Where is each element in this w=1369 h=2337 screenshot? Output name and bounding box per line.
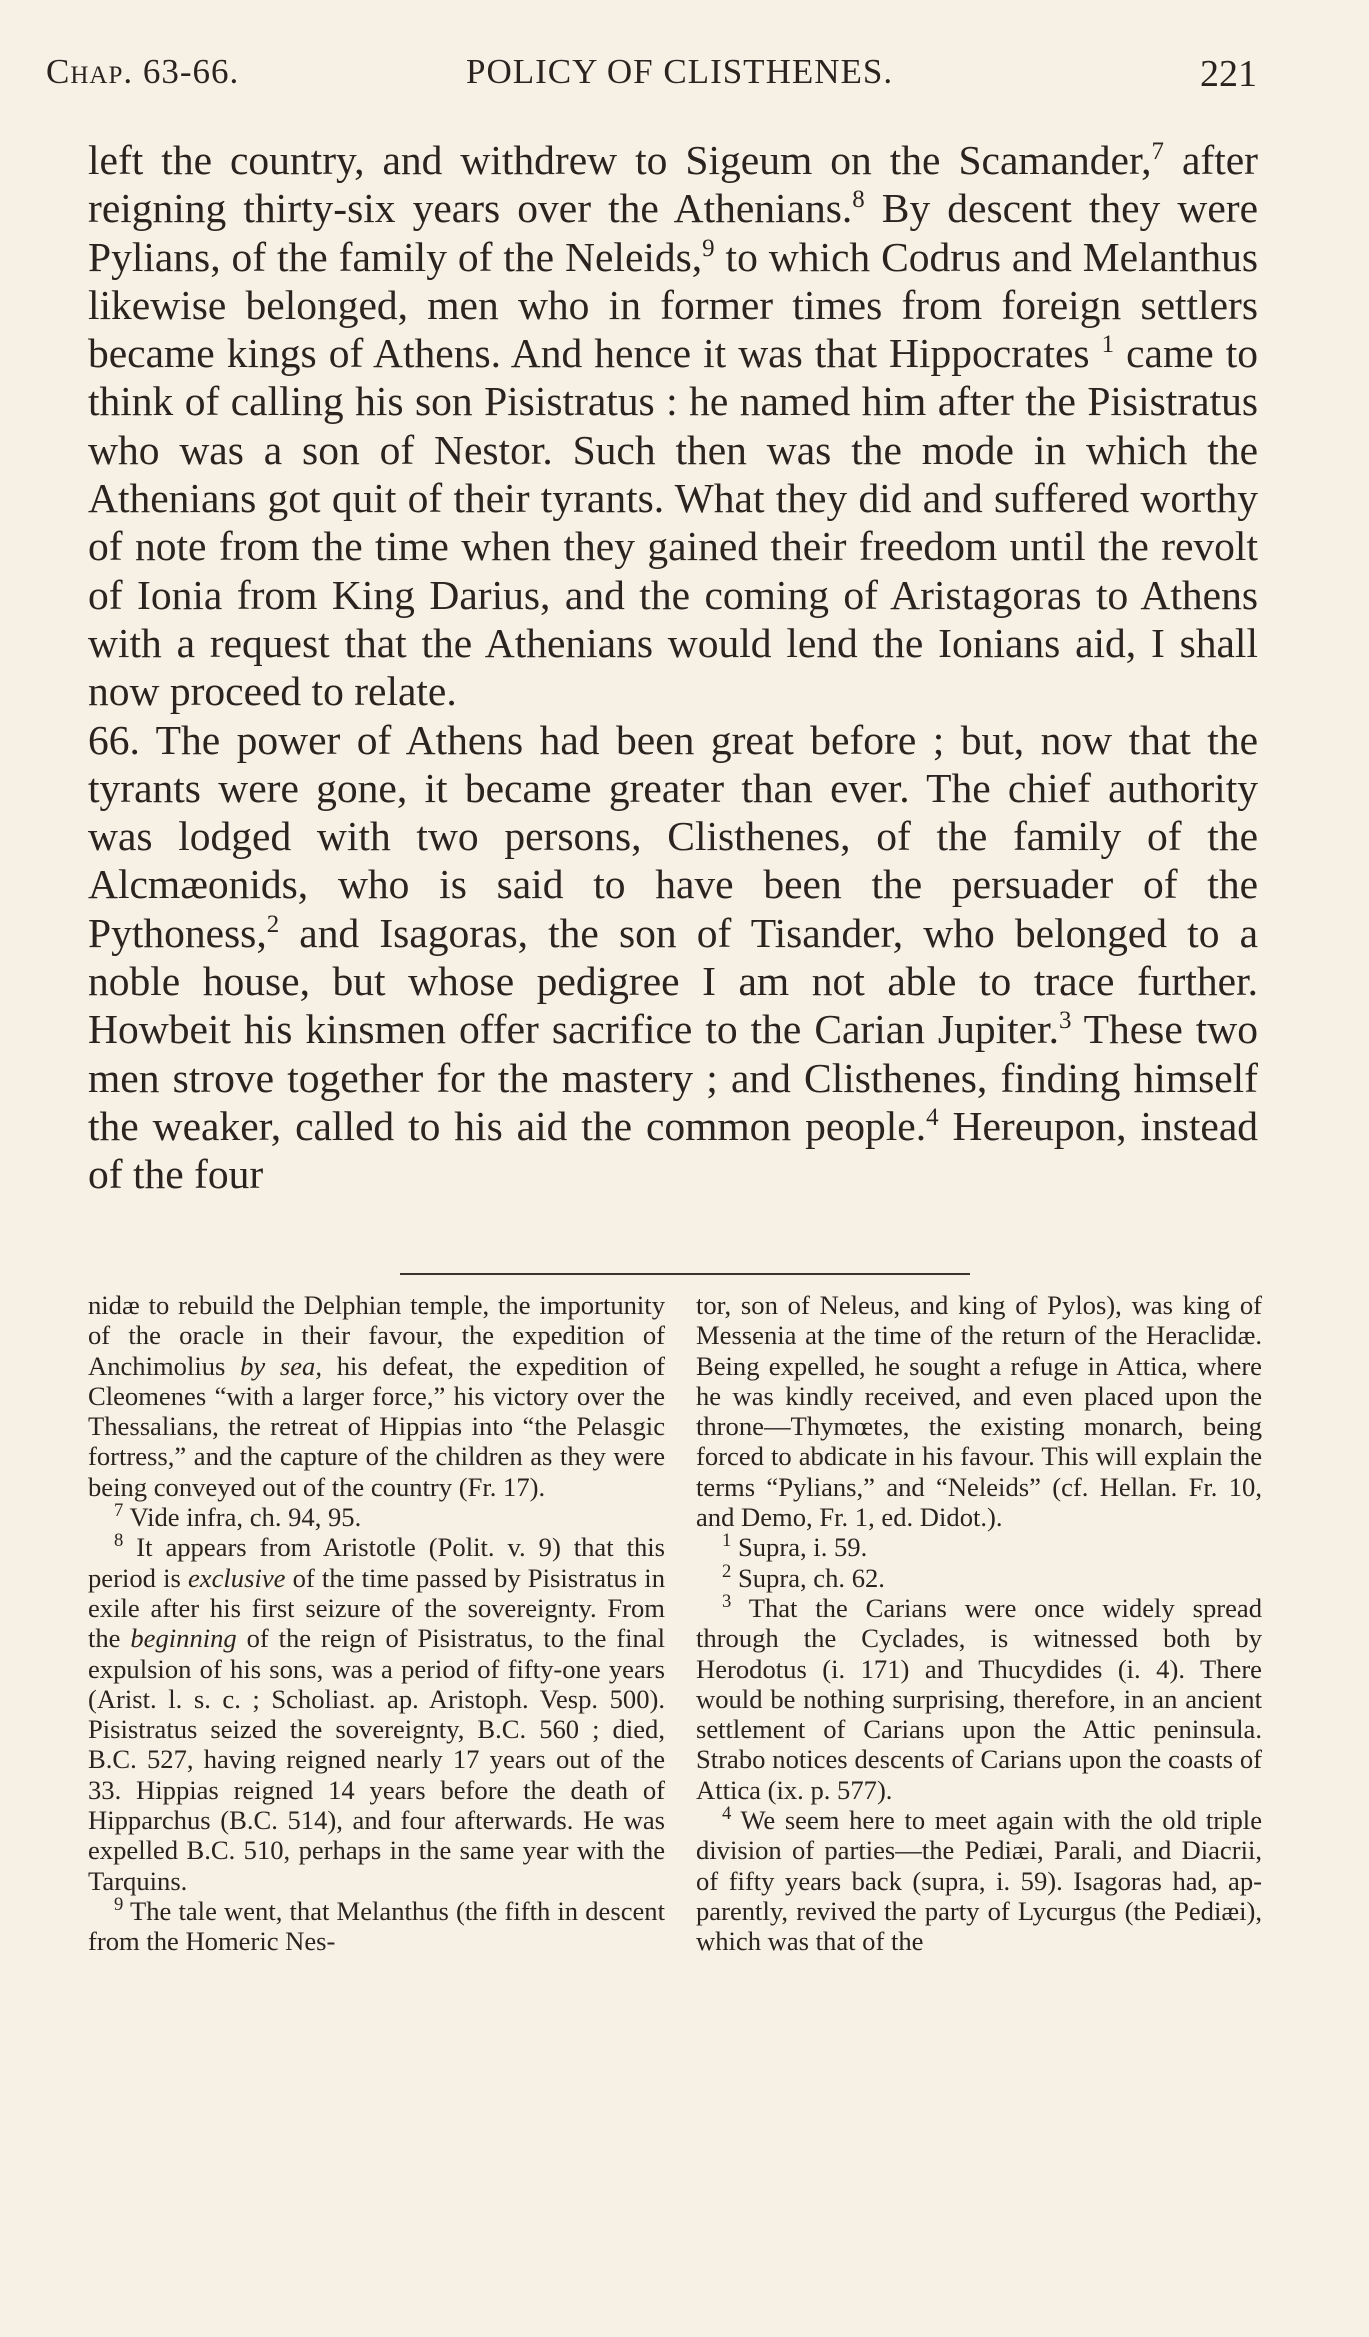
footnotes-left-column [88,1290,665,1957]
page-title: POLICY OF CLISTHENES. [466,52,894,91]
text-run: Supra, i. 59. [731,1532,868,1563]
footnote-ref-2: 2 [266,910,280,938]
text-run: Hereupon, instead of the four [88,1102,1258,1198]
footnote-label: 9 [114,1894,124,1916]
running-header [46,52,1257,102]
footnote-label: 8 [114,1530,124,1552]
footnote-4 [696,1805,1262,1956]
text-run: his defeat, the expedition of Cleomenes “with a larger force,” his victory over the Thessalians, the retreat of Hippias into “the Pelasgic fortress,” and the capture of the children as they were being conveyed out of the country (Fr. 17). [88,1350,665,1502]
text-run: came to think of calling his son Pisistratus : he named him after the Pisistratus who was a son of Nestor. Such then was the mode in which the Athenians got quit of their tyrants. What they did and suffered worthy of note from the time when they gained their freedom until the revolt of Ionia from King Darius, and the coming of Aristagoras to Athens with a request that the Athenians would lend the Ionians aid, I shall now proceed to relate. [88,330,1258,715]
text-run: It appears from Aristotle (Polit. v. 9) that this period is [88,1532,665,1593]
italic-text: beginning [130,1623,237,1654]
text-run: These two men strove together for the mastery ; and Clisthenes, finding himself the weaker, called to his aid the common people. [88,1006,1258,1149]
footnote-ref-3: 3 [1058,1007,1072,1035]
footnote-8 [88,1532,665,1896]
footnotes-right-column [696,1290,1262,1957]
footnote-7 [88,1502,665,1532]
footnote-9 [88,1896,665,1957]
page-number: 221 [1200,53,1257,95]
italic-text: exclusive [188,1562,286,1593]
text-run: That the Carians were once widely spread through the Cyclades, is witnessed both by Herodotus (i. 171) and Thucydides (i. 4). There would be nothing surprising, therefore, in an ancient settlement of Carians upon the Attic peninsula. Strabo notices descents of Carians upon the coasts of Attica (ix. p. 577). [696,1592,1262,1805]
footnote-label: 3 [722,1591,732,1613]
footnote-ref-9: 9 [702,234,715,262]
italic-text: by sea, [240,1350,322,1381]
footnote-continuation: tor, son of Neleus, and king of Pylos), was king of Messenia at the time of the return of the Heraclidæ. Being expelled, he sought a refuge in Attica, where he was kindly received, and even placed upon the throne—Thymœtes, the existing monarch, being forced to abdicate in his favour. This will explain the terms “Pylians,” and “Neleids” (cf. Hellan. Fr. 10, and Demo, Fr. 1, ed. Didot.). [696,1290,1262,1533]
footnote-label: 4 [722,1803,732,1825]
footnote-ref-8: 8 [852,186,865,214]
text-run: after reigning thirty-six years over the Athenians. [88,137,1258,232]
text-run: of the reign of Pisistratus, to the final expulsion of his sons, was a period of fifty-one years (Arist. l. s. c. ; Scholiast. ap. Aristoph. Vesp. 500). Pisistratus seized the sovereignty, B.C. 560 ; died, B.C. 527, having reigned nearly 17 years out of the 33. Hippias reigned 14 years before the death of Hipparchus (B.C. 514), and four afterwards. He was expelled B.C. 510, perhaps in the same year with the Tarquins. [88,1623,665,1896]
footnote-continuation [88,1290,665,1502]
text-run: and Isagoras, the son of Tisander, who belonged to a noble house, but whose pedigree I am not able to trace further. Howbeit his kinsmen offer sacrifice to the Carian Jupiter. [88,909,1258,1053]
text-run: By descent they were Pylians, of the family of the Neleids, [88,185,1258,280]
footnote-ref-4: 4 [926,1104,939,1132]
text-run: Supra, ch. 62. [731,1562,885,1593]
text-run: of the time passed by Pisistratus in exile after his first seizure of the sovereignty. From the [88,1562,665,1654]
text-run: nidæ to rebuild the Delphian temple, the importunity of the oracle in their favour, the expedition of Anchimolius [88,1290,665,1381]
main-text [88,136,1258,1199]
footnote-ref-7: 7 [1151,138,1164,166]
footnote-label: 7 [114,1500,124,1522]
text-run: left the country, and withdrew to Sigeum on the Scamander, [88,137,1152,183]
paragraph-1 [88,136,1258,716]
footnote-3 [696,1593,1262,1805]
paragraph-66 [88,716,1258,1199]
text-run: The tale went, that Melanthus (the fifth in descent from the Homeric Nes- [88,1895,665,1957]
footnote-2 [696,1560,1262,1593]
footnote-divider [400,1273,970,1275]
text-run: 66. The power of Athens had been great before ; but, now that the tyrants were gone, it became greater than ever. The chief authority was lodged with two persons, Clisthenes, of the family of the Alcmæonids, who is said to have been the persuader of the Pythoness, [88,716,1258,956]
text-run: to which Codrus and Melanthus likewise belonged, men who in former times from foreign settlers became kings of Athens. And hence it was that Hippocrates [88,233,1258,377]
footnote-1 [696,1532,1262,1562]
text-run: We seem here to meet again with the old triple division of parties—the Pediæi, Parali, and Diacrii, of fifty years back (supra, i. 59). Isagoras had, apparently, revived the party of Lycurgus (the Pediæi), which was that of the [696,1805,1262,1957]
footnote-ref-1: 1 [1101,331,1115,359]
text-run: Vide infra, ch. 94, 95. [123,1502,362,1533]
footnote-label: 2 [722,1560,732,1582]
chapter-range: Chap. 63-66. [46,52,240,91]
footnote-label: 1 [722,1530,732,1552]
